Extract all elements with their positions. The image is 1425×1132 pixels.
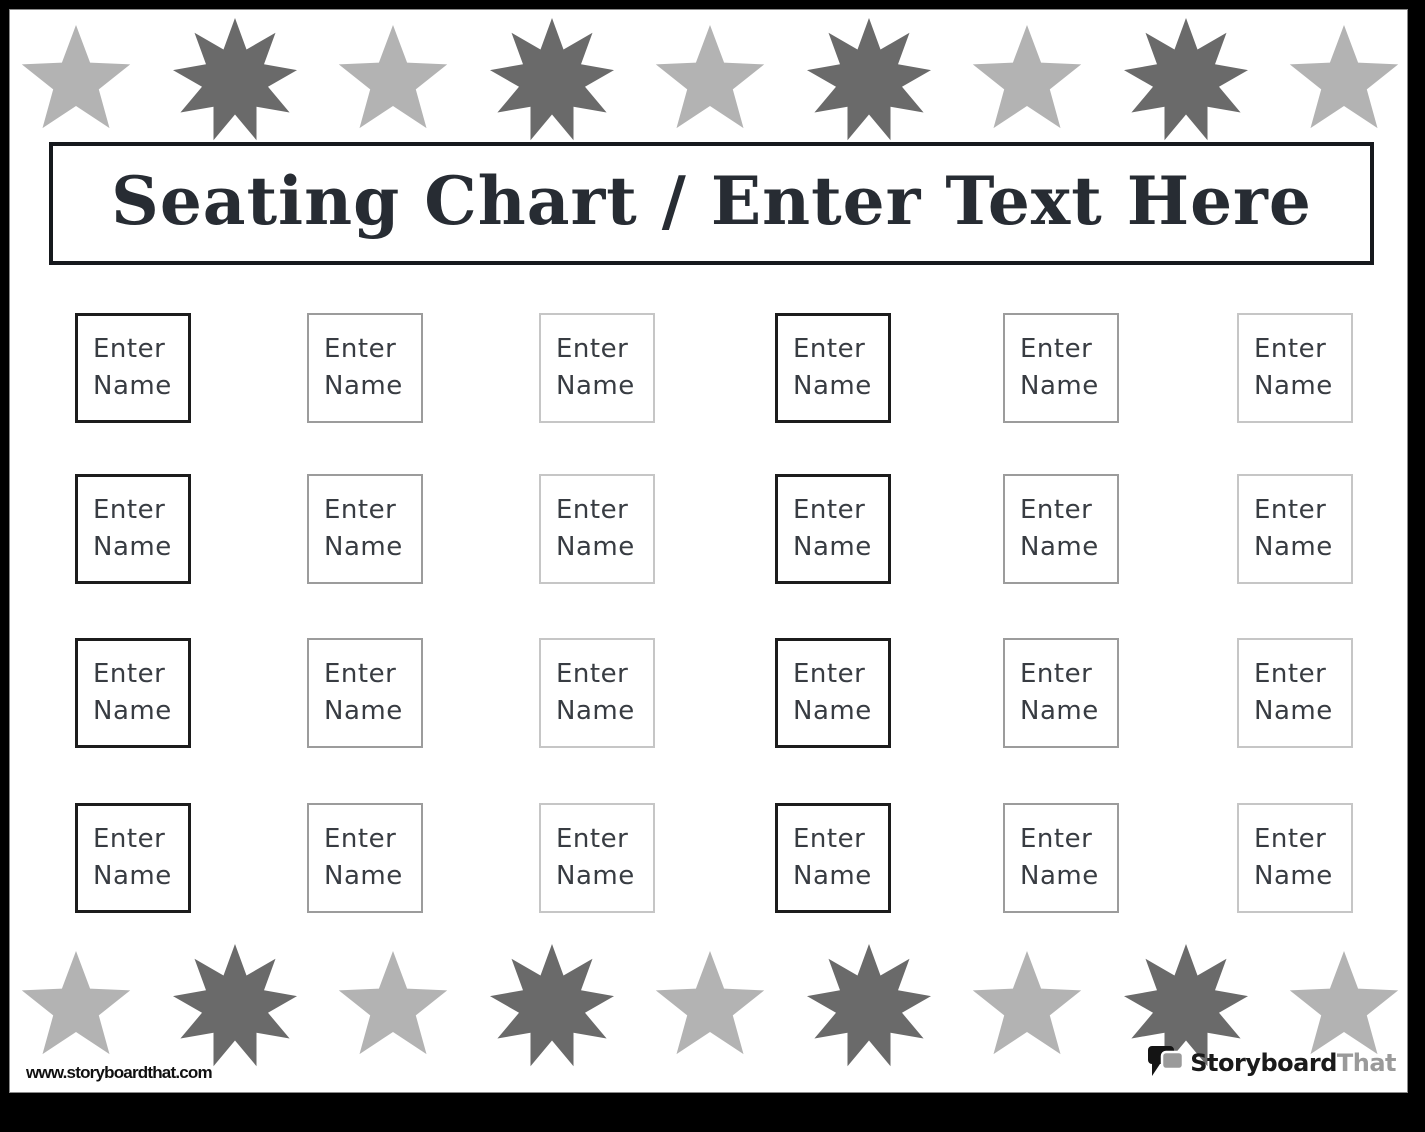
seat-box[interactable]	[1003, 638, 1119, 748]
seat-box[interactable]	[539, 474, 655, 584]
nine-point-star-icon	[1122, 17, 1250, 149]
five-point-star-icon	[1287, 22, 1401, 136]
seat-label: Enter Name	[793, 495, 872, 562]
seat-box[interactable]	[1003, 313, 1119, 423]
seat-box[interactable]	[775, 474, 891, 584]
seat-box[interactable]	[75, 638, 191, 748]
five-point-star-icon	[653, 22, 767, 136]
seat-box[interactable]	[307, 803, 423, 913]
seat-label: Enter Name	[324, 659, 403, 726]
seat-box[interactable]	[75, 803, 191, 913]
seat-label: Enter Name	[1254, 824, 1333, 891]
nine-point-star-icon	[488, 943, 616, 1075]
seat-box[interactable]	[1237, 474, 1353, 584]
seat-box[interactable]	[1003, 474, 1119, 584]
seat-label: Enter Name	[556, 659, 635, 726]
seat-label: Enter Name	[324, 334, 403, 401]
seat-label: Enter Name	[1020, 495, 1099, 562]
five-point-star-icon	[336, 948, 450, 1062]
seat-label: Enter Name	[1020, 824, 1099, 891]
seat-label: Enter Name	[556, 495, 635, 562]
seat-box[interactable]	[539, 803, 655, 913]
page-title[interactable]: Seating Chart / Enter Text Here	[111, 161, 1312, 240]
title-box[interactable]	[49, 142, 1374, 265]
nine-point-star-icon	[488, 17, 616, 149]
seat-label: Enter Name	[793, 334, 872, 401]
seat-box[interactable]	[1003, 803, 1119, 913]
seat-box[interactable]	[307, 638, 423, 748]
five-point-star-icon	[653, 948, 767, 1062]
seat-box[interactable]	[1237, 803, 1353, 913]
nine-point-star-icon	[805, 17, 933, 149]
seat-label: Enter Name	[556, 824, 635, 891]
seat-label: Enter Name	[1254, 334, 1333, 401]
seat-label: Enter Name	[1020, 659, 1099, 726]
seat-box[interactable]	[539, 638, 655, 748]
five-point-star-icon	[970, 22, 1084, 136]
five-point-star-icon	[19, 22, 133, 136]
seat-box[interactable]	[307, 313, 423, 423]
seat-box[interactable]	[307, 474, 423, 584]
seat-box[interactable]	[775, 638, 891, 748]
watermark-url: www.storyboardthat.com	[26, 1063, 212, 1082]
seat-box[interactable]	[775, 803, 891, 913]
five-point-star-icon	[19, 948, 133, 1062]
seat-label: Enter Name	[324, 495, 403, 562]
seat-box[interactable]	[1237, 313, 1353, 423]
seat-label: Enter Name	[93, 334, 172, 401]
brand-name-secondary: That	[1336, 1049, 1396, 1077]
seat-label: Enter Name	[93, 659, 172, 726]
seat-box[interactable]	[539, 313, 655, 423]
seat-box[interactable]	[1237, 638, 1353, 748]
speech-bubbles-icon	[1148, 1040, 1186, 1086]
seat-box[interactable]	[75, 474, 191, 584]
seat-label: Enter Name	[1254, 659, 1333, 726]
nine-point-star-icon	[171, 943, 299, 1075]
five-point-star-icon	[336, 22, 450, 136]
brand-name-primary: Storyboard	[1190, 1049, 1337, 1077]
seat-label: Enter Name	[93, 824, 172, 891]
seat-label: Enter Name	[556, 334, 635, 401]
seat-label: Enter Name	[324, 824, 403, 891]
brand-logo	[1148, 1040, 1396, 1086]
five-point-star-icon	[970, 948, 1084, 1062]
seat-label: Enter Name	[93, 495, 172, 562]
nine-point-star-icon	[805, 943, 933, 1075]
nine-point-star-icon	[171, 17, 299, 149]
seat-label: Enter Name	[1254, 495, 1333, 562]
seat-box[interactable]	[75, 313, 191, 423]
seat-label: Enter Name	[793, 824, 872, 891]
seat-label: Enter Name	[793, 659, 872, 726]
seat-label: Enter Name	[1020, 334, 1099, 401]
seating-chart-page	[10, 10, 1407, 1092]
seat-box[interactable]	[775, 313, 891, 423]
